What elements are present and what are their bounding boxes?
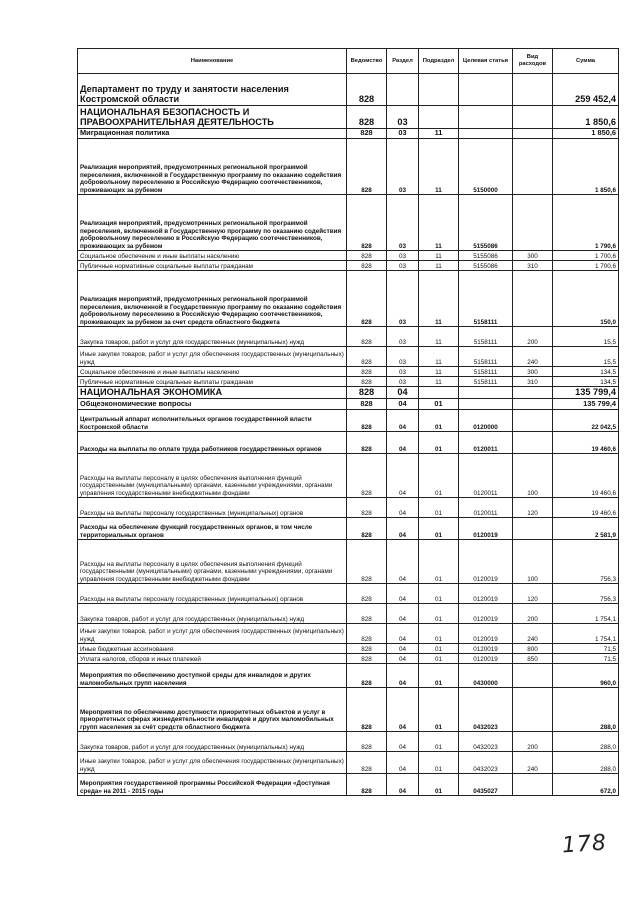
- table-row: [78, 399, 619, 410]
- row-vid-cell: 310: [513, 377, 553, 387]
- table-row: [78, 261, 619, 271]
- row-vedomstvo-cell: 828: [347, 195, 387, 251]
- table-row: [78, 432, 619, 454]
- row-podrazdel-cell: 11: [419, 367, 459, 377]
- row-summa-cell: 2 581,9: [553, 518, 619, 540]
- row-vid-cell: [513, 410, 553, 432]
- row-podrazdel-cell: 01: [419, 584, 459, 604]
- table-row: [78, 327, 619, 347]
- row-podrazdel-cell: 11: [419, 271, 459, 327]
- row-podrazdel-cell: [419, 387, 459, 399]
- row-vid-cell: [513, 399, 553, 410]
- row-podrazdel-cell: 01: [419, 410, 459, 432]
- row-summa-cell: 71,5: [553, 654, 619, 664]
- page-number: 178: [561, 830, 608, 859]
- table-row: [78, 604, 619, 624]
- row-name-cell: Департамент по труду и занятости населения Костромской области: [78, 74, 347, 106]
- row-vid-cell: 850: [513, 654, 553, 664]
- row-razdel-cell: 04: [387, 664, 419, 688]
- row-razdel-cell: 04: [387, 540, 419, 584]
- row-razdel-cell: 04: [387, 688, 419, 732]
- row-vedomstvo-cell: 828: [347, 584, 387, 604]
- row-vid-cell: 120: [513, 498, 553, 518]
- table-row: [78, 347, 619, 367]
- row-vedomstvo-cell: 828: [347, 106, 387, 129]
- row-summa-cell: 288,0: [553, 688, 619, 732]
- row-razdel-cell: 03: [387, 251, 419, 261]
- row-podrazdel-cell: 01: [419, 399, 459, 410]
- row-name-cell: Публичные нормативные социальные выплаты гражданам: [78, 261, 347, 271]
- row-razdel-cell: 03: [387, 271, 419, 327]
- row-celevaya-cell: [459, 74, 513, 106]
- budget-table: [77, 48, 619, 796]
- row-vid-cell: 300: [513, 367, 553, 377]
- row-name-cell: Реализация мероприятий, предусмотренных региональной программой переселения, включенной в Государственную программу по оказанию содействия добровольному переселению в Российскую Федерацию соотечественников, проживающих за рубежом: [78, 195, 347, 251]
- row-vedomstvo-cell: 828: [347, 774, 387, 796]
- row-vid-cell: [513, 432, 553, 454]
- table-row: [78, 74, 619, 106]
- row-razdel-cell: 03: [387, 106, 419, 129]
- table-row: [78, 688, 619, 732]
- row-summa-cell: 960,0: [553, 664, 619, 688]
- header-name: Наименование: [78, 49, 347, 74]
- header-celevaya-statya: Целевая статья: [459, 49, 513, 74]
- row-vedomstvo-cell: 828: [347, 432, 387, 454]
- row-celevaya-cell: 0120019: [459, 624, 513, 644]
- row-name-cell: Мероприятия государственной программы Российской Федерации «Доступная среда» на 2011 - 2015 годы: [78, 774, 347, 796]
- row-vedomstvo-cell: 828: [347, 732, 387, 752]
- row-razdel-cell: 04: [387, 732, 419, 752]
- row-name-cell: Реализация мероприятий, предусмотренных региональной программой переселения, включенной в Государственную программу по оказанию содействия добровольному переселению в Российскую Федерацию соотечественников, проживающих за рубежом: [78, 139, 347, 195]
- row-name-cell: Социальное обеспечение и иные выплаты населению: [78, 367, 347, 377]
- row-podrazdel-cell: [419, 106, 459, 129]
- row-podrazdel-cell: 01: [419, 540, 459, 584]
- row-vid-cell: [513, 688, 553, 732]
- row-vid-cell: [513, 664, 553, 688]
- row-vid-cell: 200: [513, 732, 553, 752]
- row-razdel-cell: 04: [387, 399, 419, 410]
- row-podrazdel-cell: 01: [419, 664, 459, 688]
- row-summa-cell: 134,5: [553, 367, 619, 377]
- row-name-cell: Расходы на выплаты по оплате труда работников государственных органов: [78, 432, 347, 454]
- row-vedomstvo-cell: 828: [347, 347, 387, 367]
- row-vedomstvo-cell: 828: [347, 261, 387, 271]
- row-razdel-cell: 04: [387, 410, 419, 432]
- row-celevaya-cell: 5150000: [459, 139, 513, 195]
- row-name-cell: Иные закупки товаров, работ и услуг для обеспечения государственных (муниципальных) нужд: [78, 347, 347, 367]
- row-vedomstvo-cell: 828: [347, 251, 387, 261]
- row-vedomstvo-cell: 828: [347, 139, 387, 195]
- row-vedomstvo-cell: 828: [347, 498, 387, 518]
- row-razdel-cell: 04: [387, 774, 419, 796]
- row-vid-cell: [513, 518, 553, 540]
- row-vid-cell: 800: [513, 644, 553, 654]
- row-vid-cell: [513, 106, 553, 129]
- row-name-cell: Расходы на выплаты персоналу в целях обеспечения выполнения функций государственными (муниципальными) органами, казенными учреждениями, органами управления государственными внебюджетными фондами: [78, 454, 347, 498]
- row-razdel-cell: 03: [387, 139, 419, 195]
- row-summa-cell: 1 700,6: [553, 261, 619, 271]
- row-vedomstvo-cell: 828: [347, 129, 387, 139]
- row-celevaya-cell: [459, 399, 513, 410]
- row-summa-cell: 1 754,1: [553, 624, 619, 644]
- table-row: [78, 644, 619, 654]
- row-razdel-cell: 03: [387, 129, 419, 139]
- row-razdel-cell: 03: [387, 327, 419, 347]
- table-row: [78, 251, 619, 261]
- row-name-cell: Расходы на обеспечение функций государственных органов, в том числе территориальных органов: [78, 518, 347, 540]
- row-podrazdel-cell: 01: [419, 498, 459, 518]
- row-name-cell: НАЦИОНАЛЬНАЯ ЭКОНОМИКА: [78, 387, 347, 399]
- table-row: [78, 664, 619, 688]
- row-vedomstvo-cell: 828: [347, 624, 387, 644]
- table-row: [78, 540, 619, 584]
- row-vedomstvo-cell: 828: [347, 399, 387, 410]
- row-name-cell: Иные закупки товаров, работ и услуг для обеспечения государственных (муниципальных) нужд: [78, 624, 347, 644]
- row-vid-cell: 200: [513, 604, 553, 624]
- row-celevaya-cell: [459, 129, 513, 139]
- row-celevaya-cell: 0120019: [459, 584, 513, 604]
- row-podrazdel-cell: 01: [419, 732, 459, 752]
- row-razdel-cell: 04: [387, 498, 419, 518]
- row-celevaya-cell: 5158111: [459, 377, 513, 387]
- header-vid-raskhodov: Вид расходов: [513, 49, 553, 74]
- row-vid-cell: 240: [513, 624, 553, 644]
- row-vid-cell: [513, 195, 553, 251]
- row-name-cell: Публичные нормативные социальные выплаты гражданам: [78, 377, 347, 387]
- header-razdel: Раздел: [387, 49, 419, 74]
- row-name-cell: Мероприятия по обеспечению доступности приоритетных объектов и услуг в приоритетных сферах жизнедеятельности инвалидов и других маломобильных групп населения за счёт средств областного бюджета: [78, 688, 347, 732]
- row-razdel-cell: 04: [387, 752, 419, 774]
- row-razdel-cell: 04: [387, 654, 419, 664]
- row-podrazdel-cell: 01: [419, 518, 459, 540]
- row-name-cell: Расходы на выплаты персоналу государственных (муниципальных) органов: [78, 584, 347, 604]
- row-celevaya-cell: 0120019: [459, 604, 513, 624]
- row-celevaya-cell: 5155086: [459, 195, 513, 251]
- row-summa-cell: 288,0: [553, 752, 619, 774]
- row-vid-cell: [513, 129, 553, 139]
- row-name-cell: Мероприятия по обеспечению доступной среды для инвалидов и других маломобильных групп населения: [78, 664, 347, 688]
- row-summa-cell: 135 799,4: [553, 387, 619, 399]
- row-podrazdel-cell: 01: [419, 654, 459, 664]
- table-row: [78, 377, 619, 387]
- row-summa-cell: 15,5: [553, 327, 619, 347]
- row-summa-cell: 1 700,6: [553, 251, 619, 261]
- row-name-cell: Социальное обеспечение и иные выплаты населению: [78, 251, 347, 261]
- row-celevaya-cell: 0430000: [459, 664, 513, 688]
- row-vid-cell: [513, 139, 553, 195]
- row-summa-cell: 1 754,1: [553, 604, 619, 624]
- table-row: [78, 387, 619, 399]
- row-razdel-cell: 04: [387, 387, 419, 399]
- table-row: [78, 518, 619, 540]
- row-podrazdel-cell: 01: [419, 688, 459, 732]
- row-vid-cell: 120: [513, 584, 553, 604]
- row-podrazdel-cell: 11: [419, 129, 459, 139]
- row-vid-cell: 100: [513, 540, 553, 584]
- row-summa-cell: 22 042,5: [553, 410, 619, 432]
- row-summa-cell: 1 850,6: [553, 129, 619, 139]
- row-celevaya-cell: 0120019: [459, 654, 513, 664]
- table-row: [78, 367, 619, 377]
- row-vedomstvo-cell: 828: [347, 327, 387, 347]
- table-row: [78, 654, 619, 664]
- row-podrazdel-cell: 01: [419, 752, 459, 774]
- row-summa-cell: 15,5: [553, 347, 619, 367]
- row-name-cell: Расходы на выплаты персоналу в целях обеспечения выполнения функций государственными (муниципальными) органами, казенными учреждениями, органами управления государственными внебюджетными фондами: [78, 540, 347, 584]
- row-razdel-cell: 04: [387, 644, 419, 654]
- row-celevaya-cell: 5158111: [459, 367, 513, 377]
- row-razdel-cell: 03: [387, 377, 419, 387]
- row-vedomstvo-cell: 828: [347, 518, 387, 540]
- row-razdel-cell: 03: [387, 195, 419, 251]
- row-celevaya-cell: [459, 106, 513, 129]
- row-vid-cell: [513, 271, 553, 327]
- row-celevaya-cell: 5155086: [459, 261, 513, 271]
- header-podrazdel: Подраздел: [419, 49, 459, 74]
- table-row: [78, 732, 619, 752]
- row-vedomstvo-cell: 828: [347, 387, 387, 399]
- table-row: [78, 752, 619, 774]
- row-vedomstvo-cell: 828: [347, 410, 387, 432]
- row-name-cell: Иные бюджетные ассигнования: [78, 644, 347, 654]
- row-podrazdel-cell: 01: [419, 454, 459, 498]
- row-name-cell: Центральный аппарат исполнительных органов государственной власти Костромской области: [78, 410, 347, 432]
- row-name-cell: Закупка товаров, работ и услуг для государственных (муниципальных) нужд: [78, 327, 347, 347]
- table-row: [78, 106, 619, 129]
- row-name-cell: Общеэкономические вопросы: [78, 399, 347, 410]
- row-celevaya-cell: 0120000: [459, 410, 513, 432]
- row-podrazdel-cell: 11: [419, 195, 459, 251]
- row-celevaya-cell: [459, 387, 513, 399]
- table-row: [78, 410, 619, 432]
- header-vedomstvo: Ведомство: [347, 49, 387, 74]
- row-vid-cell: 240: [513, 752, 553, 774]
- row-summa-cell: 259 452,4: [553, 74, 619, 106]
- row-summa-cell: 1 850,6: [553, 106, 619, 129]
- row-summa-cell: 288,0: [553, 732, 619, 752]
- table-row: [78, 624, 619, 644]
- row-summa-cell: 756,3: [553, 540, 619, 584]
- row-summa-cell: 672,0: [553, 774, 619, 796]
- row-summa-cell: 150,0: [553, 271, 619, 327]
- row-podrazdel-cell: 01: [419, 604, 459, 624]
- row-vedomstvo-cell: 828: [347, 654, 387, 664]
- row-vid-cell: [513, 774, 553, 796]
- row-name-cell: Закупка товаров, работ и услуг для государственных (муниципальных) нужд: [78, 732, 347, 752]
- row-summa-cell: 756,3: [553, 584, 619, 604]
- row-celevaya-cell: 5158111: [459, 271, 513, 327]
- row-podrazdel-cell: 01: [419, 432, 459, 454]
- row-celevaya-cell: 0120019: [459, 540, 513, 584]
- header-summa: Сумма: [553, 49, 619, 74]
- row-celevaya-cell: 5155086: [459, 251, 513, 261]
- row-podrazdel-cell: 01: [419, 624, 459, 644]
- row-podrazdel-cell: 11: [419, 347, 459, 367]
- row-razdel-cell: 04: [387, 432, 419, 454]
- row-summa-cell: 19 460,6: [553, 432, 619, 454]
- row-name-cell: Расходы на выплаты персоналу государственных (муниципальных) органов: [78, 498, 347, 518]
- row-vedomstvo-cell: 828: [347, 664, 387, 688]
- table-row: [78, 195, 619, 251]
- row-celevaya-cell: 0120011: [459, 454, 513, 498]
- row-name-cell: Закупка товаров, работ и услуг для государственных (муниципальных) нужд: [78, 604, 347, 624]
- row-razdel-cell: 04: [387, 584, 419, 604]
- table-row: [78, 584, 619, 604]
- table-row: [78, 454, 619, 498]
- row-summa-cell: 19 460,6: [553, 454, 619, 498]
- row-podrazdel-cell: 11: [419, 251, 459, 261]
- row-summa-cell: 1 850,6: [553, 139, 619, 195]
- row-razdel-cell: 04: [387, 518, 419, 540]
- row-vedomstvo-cell: 828: [347, 752, 387, 774]
- row-name-cell: НАЦИОНАЛЬНАЯ БЕЗОПАСНОСТЬ И ПРАВООХРАНИТЕЛЬНАЯ ДЕЯТЕЛЬНОСТЬ: [78, 106, 347, 129]
- row-celevaya-cell: 5158111: [459, 347, 513, 367]
- row-podrazdel-cell: 01: [419, 774, 459, 796]
- row-vedomstvo-cell: 828: [347, 74, 387, 106]
- row-razdel-cell: 04: [387, 604, 419, 624]
- row-vid-cell: 200: [513, 327, 553, 347]
- row-vid-cell: 300: [513, 251, 553, 261]
- row-name-cell: Иные закупки товаров, работ и услуг для обеспечения государственных (муниципальных) нужд: [78, 752, 347, 774]
- row-vedomstvo-cell: 828: [347, 454, 387, 498]
- row-celevaya-cell: 0432023: [459, 688, 513, 732]
- row-vedomstvo-cell: 828: [347, 644, 387, 654]
- row-celevaya-cell: 0432023: [459, 752, 513, 774]
- row-razdel-cell: 03: [387, 347, 419, 367]
- row-vedomstvo-cell: 828: [347, 604, 387, 624]
- table-row: [78, 129, 619, 139]
- row-name-cell: Реализация мероприятий, предусмотренных региональной программой переселения, включенной в Государственную программу по оказанию содействия добровольному переселению в Российскую Федерацию соотечественников, проживающих за рубежом за счет средств областного бюджета: [78, 271, 347, 327]
- row-razdel-cell: [387, 74, 419, 106]
- row-celevaya-cell: 0120011: [459, 498, 513, 518]
- row-celevaya-cell: 0120011: [459, 432, 513, 454]
- table-row: [78, 139, 619, 195]
- row-vid-cell: 100: [513, 454, 553, 498]
- row-summa-cell: 1 790,6: [553, 195, 619, 251]
- row-celevaya-cell: 0120019: [459, 644, 513, 654]
- row-vedomstvo-cell: 828: [347, 377, 387, 387]
- row-summa-cell: 19 460,6: [553, 498, 619, 518]
- row-vid-cell: [513, 74, 553, 106]
- row-vedomstvo-cell: 828: [347, 271, 387, 327]
- table-body: [78, 74, 619, 796]
- row-celevaya-cell: 0120019: [459, 518, 513, 540]
- row-summa-cell: 134,5: [553, 377, 619, 387]
- row-name-cell: Уплата налогов, сборов и иных платежей: [78, 654, 347, 664]
- row-vedomstvo-cell: 828: [347, 367, 387, 377]
- row-celevaya-cell: 0435027: [459, 774, 513, 796]
- table-row: [78, 271, 619, 327]
- row-razdel-cell: 03: [387, 261, 419, 271]
- row-name-cell: Миграционная политика: [78, 129, 347, 139]
- row-vedomstvo-cell: 828: [347, 688, 387, 732]
- row-podrazdel-cell: 11: [419, 377, 459, 387]
- row-celevaya-cell: 5158111: [459, 327, 513, 347]
- row-razdel-cell: 04: [387, 454, 419, 498]
- row-razdel-cell: 04: [387, 624, 419, 644]
- row-summa-cell: 71,5: [553, 644, 619, 654]
- table-header-row: [78, 49, 619, 74]
- table-row: [78, 498, 619, 518]
- row-podrazdel-cell: 11: [419, 261, 459, 271]
- row-podrazdel-cell: [419, 74, 459, 106]
- row-podrazdel-cell: 11: [419, 327, 459, 347]
- row-vid-cell: 310: [513, 261, 553, 271]
- row-podrazdel-cell: 11: [419, 139, 459, 195]
- row-celevaya-cell: 0432023: [459, 732, 513, 752]
- row-vedomstvo-cell: 828: [347, 540, 387, 584]
- row-podrazdel-cell: 01: [419, 644, 459, 654]
- table-row: [78, 774, 619, 796]
- row-vid-cell: 240: [513, 347, 553, 367]
- row-summa-cell: 135 799,4: [553, 399, 619, 410]
- row-razdel-cell: 03: [387, 367, 419, 377]
- row-vid-cell: [513, 387, 553, 399]
